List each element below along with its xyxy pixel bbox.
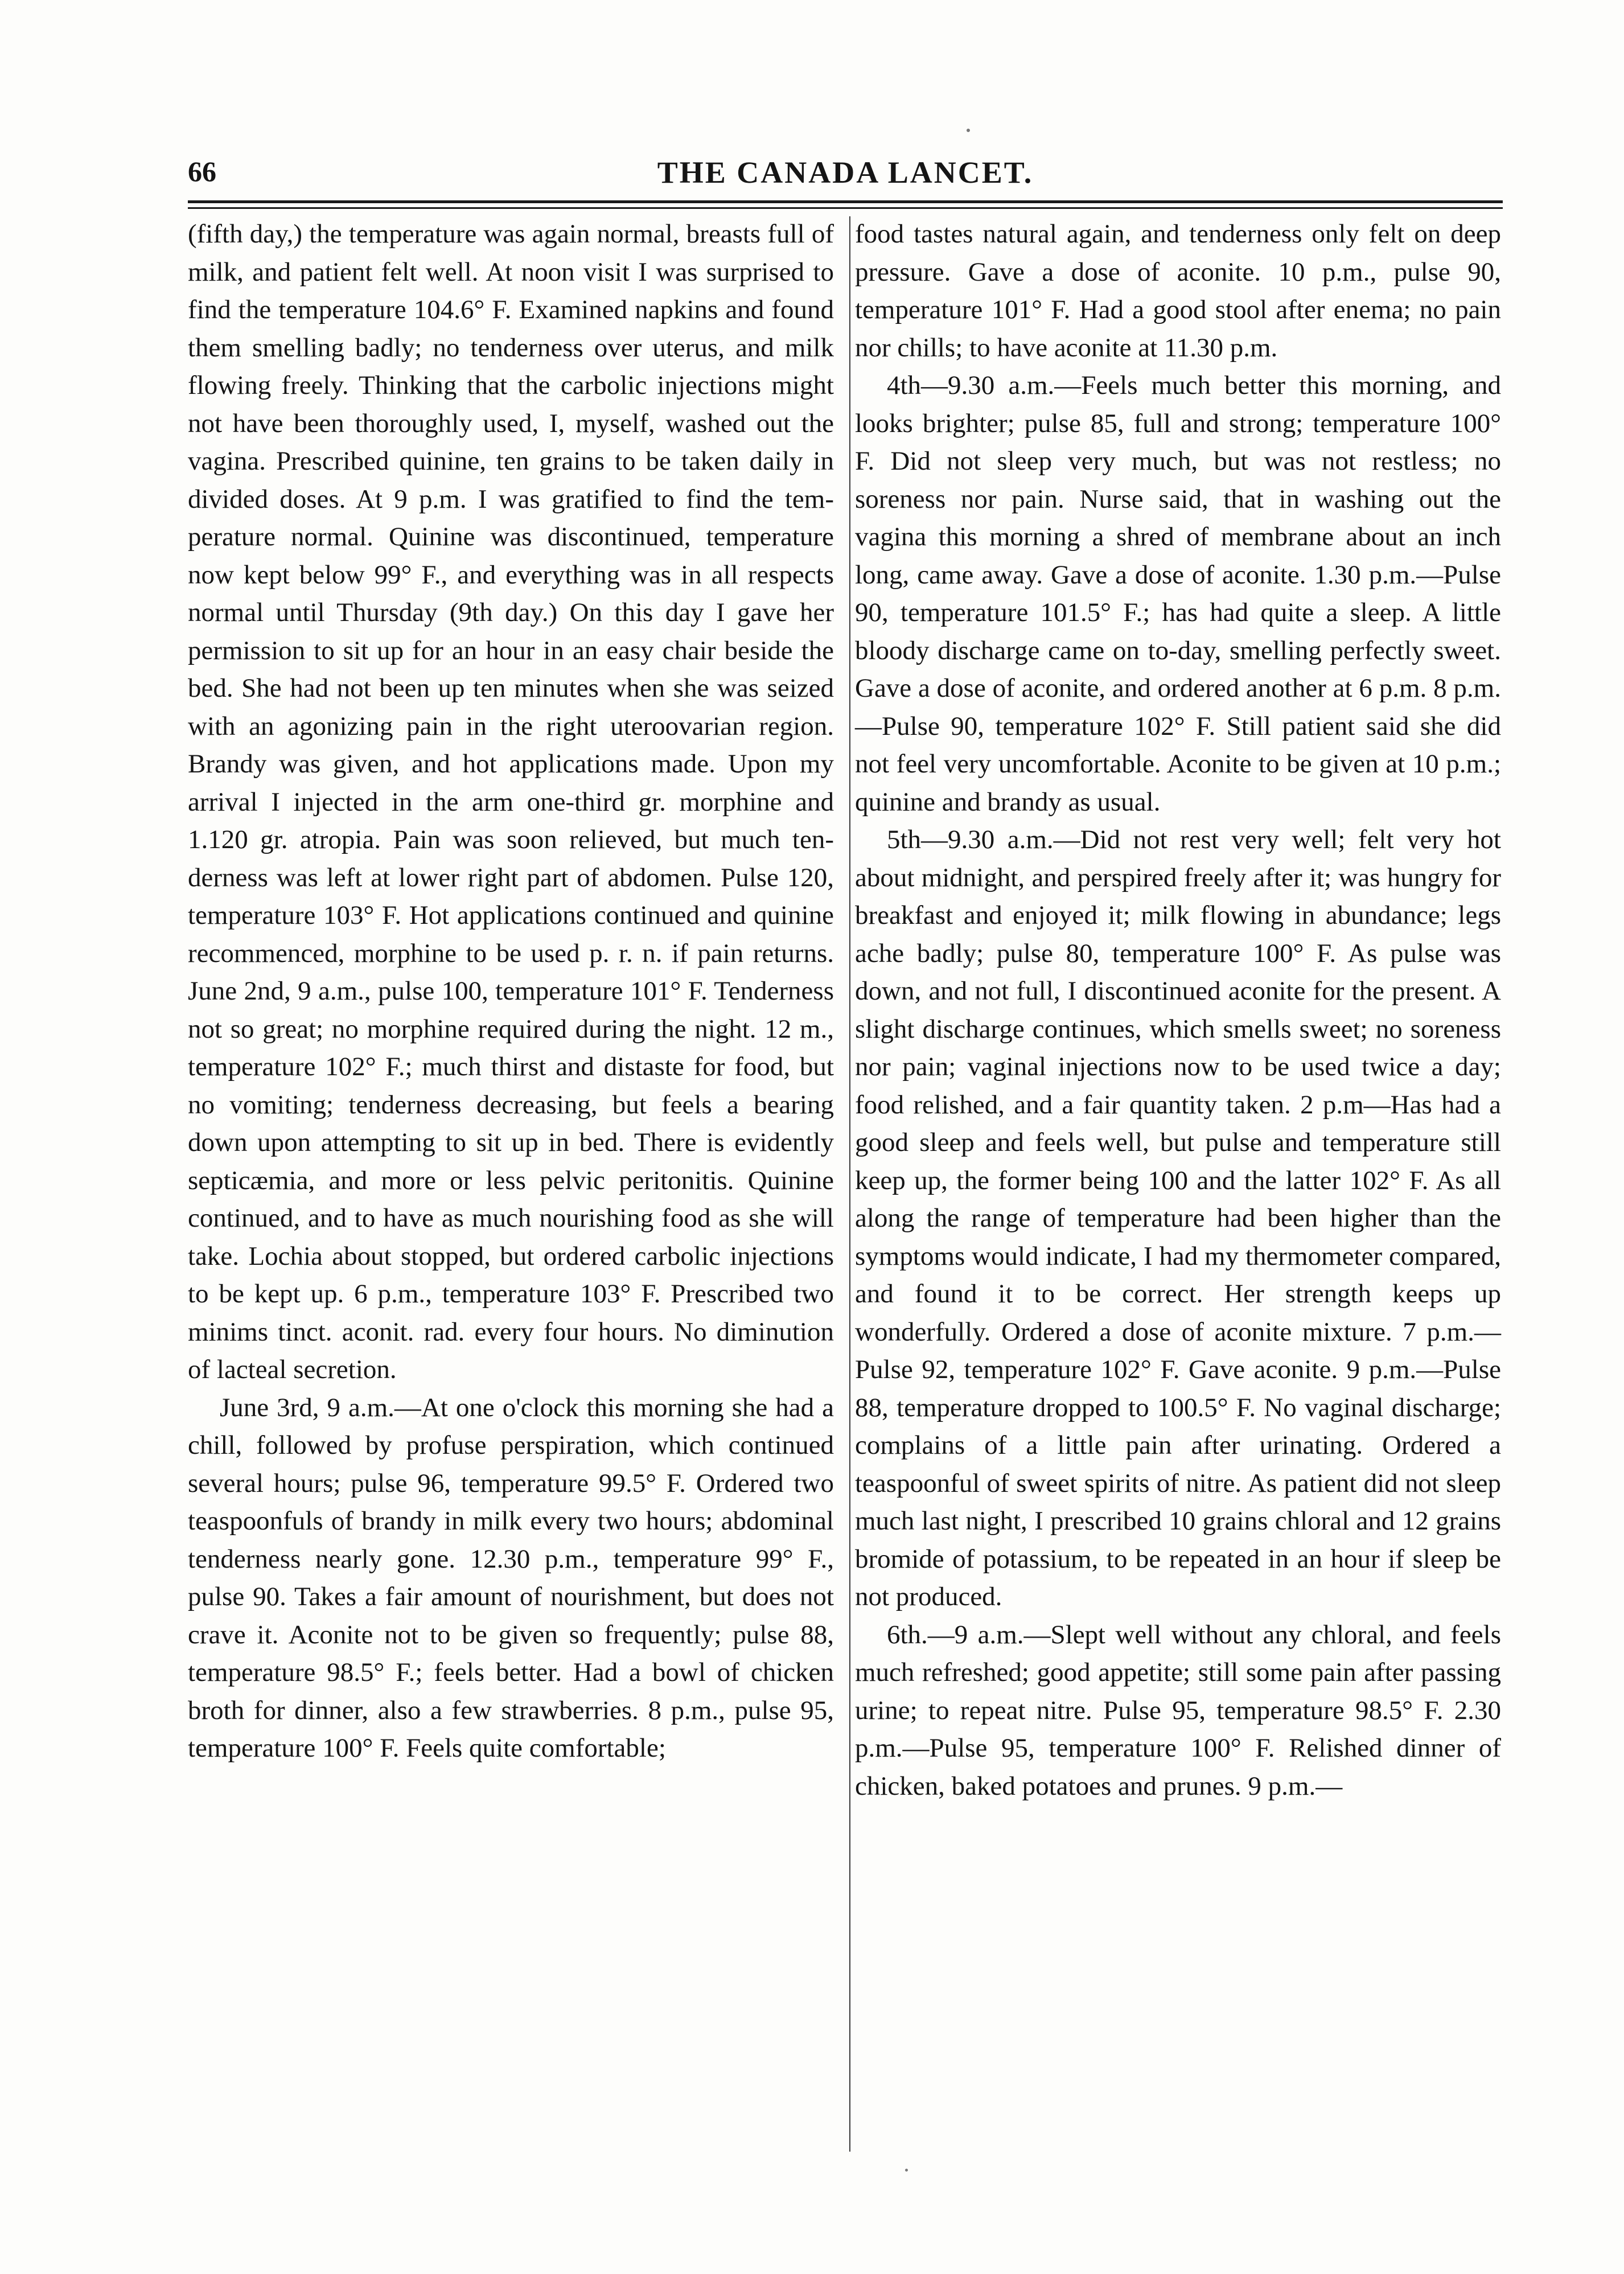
paragraph: 6th.—9 a.m.—Slept well without any chloral, and feels much refreshed; good appetite; still some pain after passing urine; to repeat nitre. Pulse 95, temperature 98.5° F. 2.30 p.m.—Pulse 95, temperature 100° F. Relished dinner of chicken, baked potatoes and prunes. 9 p.m.— — [855, 1619, 1501, 1801]
print-speck — [905, 2169, 908, 2172]
header-rule-thick — [188, 200, 1503, 203]
left-column — [188, 215, 834, 1767]
running-head — [188, 149, 1503, 200]
page-number: 66 — [188, 155, 216, 187]
paragraph: food tastes natural again, and tenderness only felt on deep pressure. Gave a dose of aconite. 10 p.m., pulse 90, temperature 101° F. Had a good stool after enema; no pain nor chills; to have aconite at 11.30 p.m. — [855, 219, 1501, 363]
journal-title: THE CANADA LANCET. — [657, 155, 1034, 190]
paragraph: June 3rd, 9 a.m.—At one o'clock this morning she had a chill, followed by profuse perspiration, which continued several hours; pulse 96, temperature 99.5° F. Ordered two teaspoonfuls of brandy in milk every two hours; abdominal tenderness nearly gone. 12.30 p.m., temperature 99° F., pulse 90. Takes a fair amount of nourishment, but does not crave it. Aconite not to be given so frequently; pulse 88, temperature 98.5° F.; feels better. Had a bowl of chicken broth for dinner, also a few strawberries. 8 p.m., pulse 95, temperature 100° F. Feels quite comfortable; — [188, 1392, 834, 1763]
print-speck — [967, 129, 970, 132]
header-rule-thin — [188, 207, 1503, 209]
paragraph: 4th—9.30 a.m.—Feels much better this morning, and looks brighter; pulse 85, full and strong; temperature 100° F. Did not sleep very much, but was not restless; no soreness nor pain. Nurse said, that in washing out the vagina this morning a shred of membrane about an inch long, came away. Gave a dose of aconite. 1.30 p.m.—Pulse 90, temperature 101.5° F.; has had quite a sleep. A little bloody discharge came on to-day, smelling perfectly sweet. Gave a dose of aconite, and ordered another at 6 p.m. 8 p.m.—Pulse 90, temperature 102° F. Still patient said she did not feel very uncomfortable. Aconite to be given at 10 p.m.; quinine and brandy as usual. — [855, 371, 1501, 817]
paragraph: (fifth day,) the temperature was again normal, breasts full of milk, and patient felt well. At noon visit I was surprised to find the temperature 104.6° F. Examined napkins and found them smelling badly; no tenderness over uterus, and milk flowing freely. Thinking that the carbolic injections might not have been thoroughly used, I, myself, washed out the vagina. Prescribed quinine, ten grains to be taken daily in divided doses. At 9 p.m. I was gratified to find the temperature normal. Quinine was discontinued, temperature now kept below 99° F., and everything was in all respects normal until Thursday (9th day.) On this day I gave her permission to sit up for an hour in an easy chair beside the bed. She had not been up ten minutes when she was seized with an agonizing pain in the right uteroovarian region. Brandy was given, and hot applications made. Upon my arrival I injected in the arm one-third gr. morphine and 1.120 gr. atropia. Pain was soon relieved, but much tenderness was left at lower right part of abdomen. Pulse 120, temperature 103° F. Hot applications continued and quinine recommenced, morphine to be used p. r. n. if pain returns. June 2nd, 9 a.m., pulse 100, temperature 101° F. Tenderness not so great; no morphine required during the night. 12 m., temperature 102° F.; much thirst and distaste for food, but no vomiting; tenderness decreasing, but feels a bearing down upon attempting to sit up in bed. There is evidently septicæmia, and more or less pelvic peritonitis. Quinine continued, and to have as much nourishing food as she will take. Lochia about stopped, but ordered carbolic injections to be kept up. 6 p.m., temperature 103° F. Prescribed two minims tinct. aconit. rad. every four hours. No diminution of lacteal secretion. — [188, 219, 834, 1384]
paragraph: 5th—9.30 a.m.—Did not rest very well; felt very hot about midnight, and perspired freely after it; was hungry for breakfast and enjoyed it; milk flowing in abundance; legs ache badly; pulse 80, temperature 100° F. As pulse was down, and not full, I discontinued aconite for the present. A slight discharge continues, which smells sweet; no soreness nor pain; vaginal injections now to be used twice a day; food relished, and a fair quantity taken. 2 p.m—Has had a good sleep and feels well, but pulse and temperature still keep up, the former being 100 and the latter 102° F. As all along the range of temperature had been higher than the symptoms would indicate, I had my thermometer compared, and found it to be correct. Her strength keeps up wonderfully. Ordered a dose of aconite mixture. 7 p.m.—Pulse 92, temperature 102° F. Gave aconite. 9 p.m.—Pulse 88, temperature dropped to 100.5° F. No vaginal discharge; complains of a little pain after urinating. Ordered a teaspoonful of sweet spirits of nitre. As patient did not sleep much last night, I prescribed 10 grains chloral and 12 grains bromide of potassium, to be repeated in an hour if sleep be not produced. — [855, 825, 1501, 1611]
right-column — [855, 215, 1501, 1805]
column-divider — [849, 216, 850, 2152]
